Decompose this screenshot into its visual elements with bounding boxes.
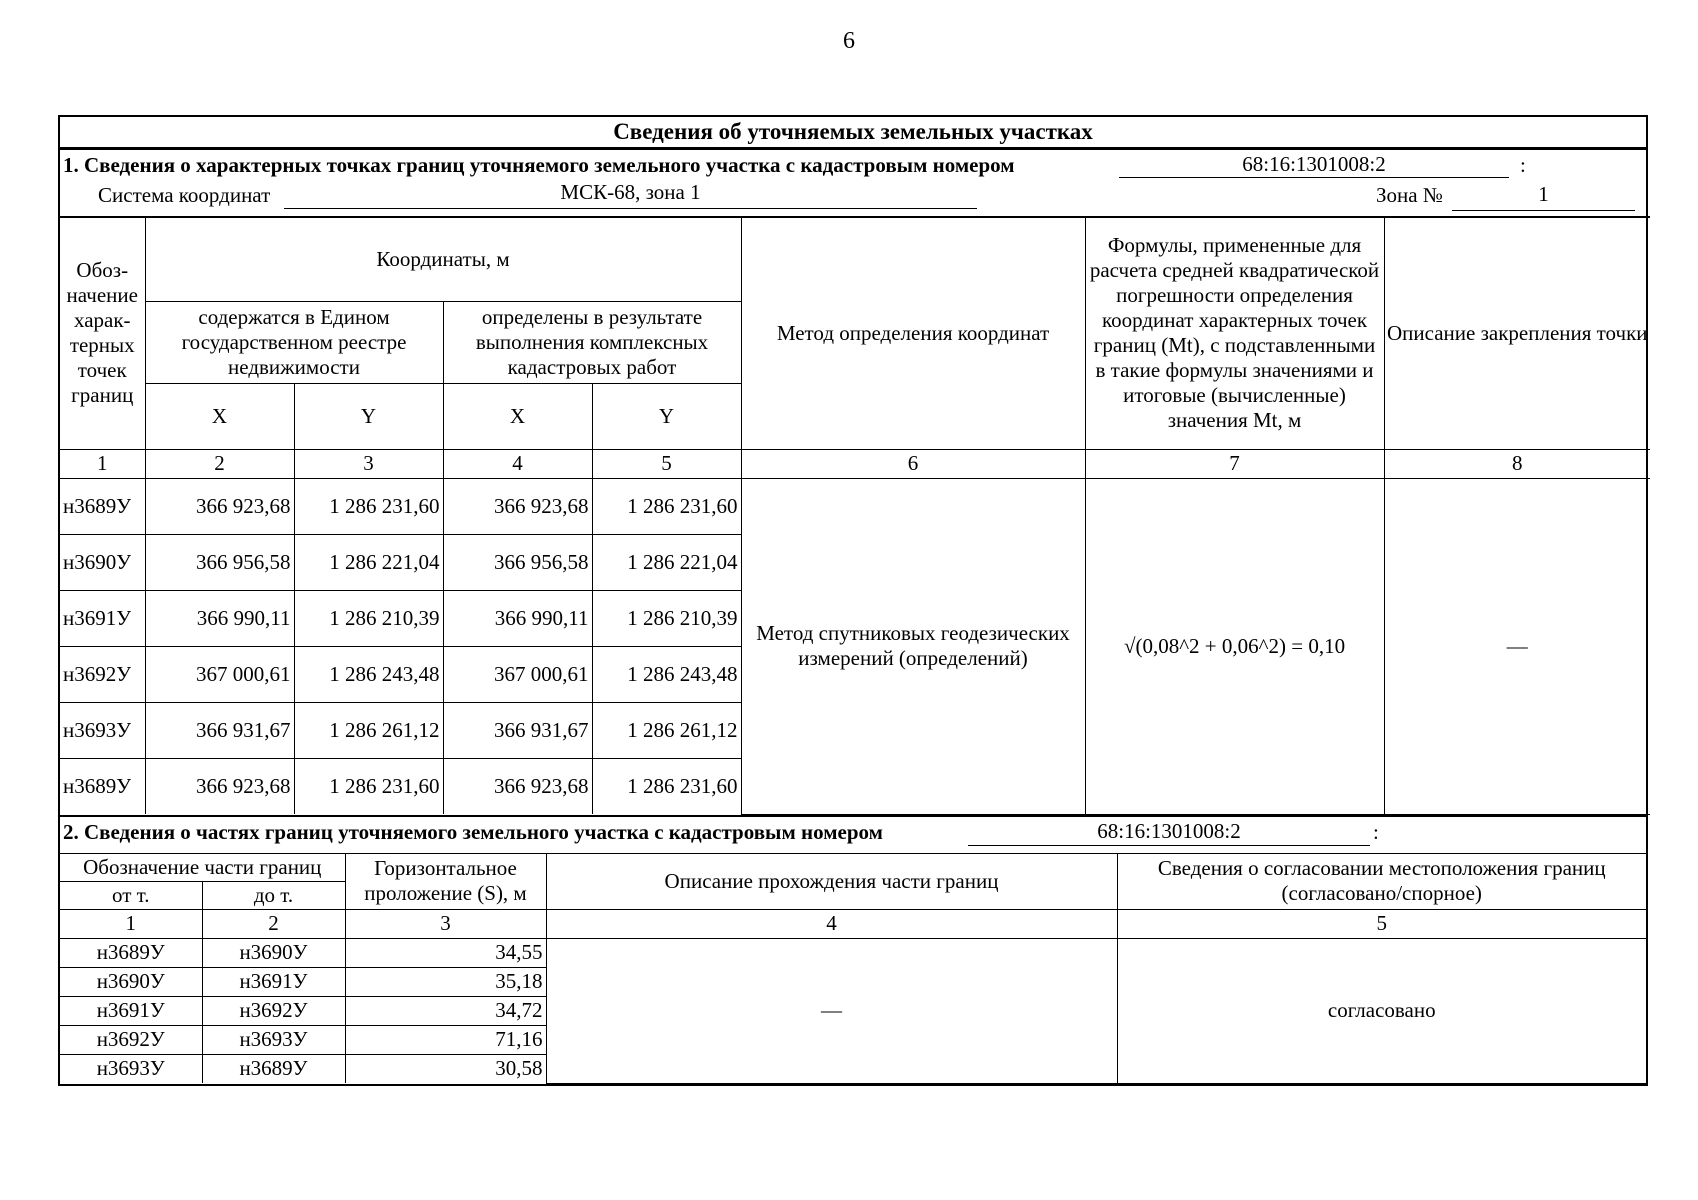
part-to: н3690У	[202, 938, 345, 967]
col-number: 5	[1117, 909, 1646, 938]
header-egrn: содержатся в Едином государственном реестре недвижимости	[145, 301, 443, 383]
x-egrn: 366 923,68	[145, 478, 294, 534]
section1-cadastral-number: 68:16:1301008:2	[1119, 152, 1509, 178]
x-complex: 366 931,67	[443, 702, 592, 758]
x-complex: 367 000,61	[443, 646, 592, 702]
points-table	[60, 216, 1650, 815]
col-number: 6	[741, 449, 1085, 478]
col-number: 2	[202, 909, 345, 938]
y-egrn: 1 286 231,60	[294, 478, 443, 534]
part-from: н3693У	[60, 1054, 202, 1083]
col-number: 3	[345, 909, 546, 938]
col-number: 8	[1384, 449, 1650, 478]
header-length: Горизонтальное проложение (S), м	[345, 853, 546, 909]
coord-system-label: Система координат	[98, 183, 271, 207]
header-method: Метод определения координат	[741, 217, 1085, 449]
header-y-complex: Y	[592, 383, 741, 449]
header-complex: определены в результате выполнения комплексных кадастровых работ	[443, 301, 741, 383]
x-egrn: 366 990,11	[145, 590, 294, 646]
y-complex: 1 286 261,12	[592, 702, 741, 758]
coord-system-value: МСК-68, зона 1	[284, 180, 977, 209]
part-from: н3690У	[60, 967, 202, 996]
col-number: 3	[294, 449, 443, 478]
zone-value: 1	[1452, 182, 1635, 211]
part-length: 71,16	[345, 1025, 546, 1054]
table-row	[60, 478, 1650, 534]
point-name: н3689У	[60, 758, 145, 814]
parts-table	[60, 853, 1646, 1084]
part-to: н3691У	[202, 967, 345, 996]
header-y-egrn: Y	[294, 383, 443, 449]
y-egrn: 1 286 261,12	[294, 702, 443, 758]
section1-heading: 1. Сведения о характерных точках границ уточняемого земельного участка с кадастровым номером	[63, 153, 1015, 177]
header-description: Описание закрепления точки	[1384, 217, 1650, 449]
part-length: 34,55	[345, 938, 546, 967]
col-number: 7	[1085, 449, 1384, 478]
y-complex: 1 286 231,60	[592, 478, 741, 534]
header-designation: Обоз-начение харак-терных точек границ	[60, 217, 145, 449]
part-from: н3691У	[60, 996, 202, 1025]
part-from: н3692У	[60, 1025, 202, 1054]
point-name: н3693У	[60, 702, 145, 758]
section2-cadastral-number: 68:16:1301008:2	[968, 819, 1370, 846]
y-complex: 1 286 231,60	[592, 758, 741, 814]
y-egrn: 1 286 221,04	[294, 534, 443, 590]
part-length: 35,18	[345, 967, 546, 996]
y-complex: 1 286 221,04	[592, 534, 741, 590]
table-row	[60, 938, 1646, 967]
col-number: 1	[60, 449, 145, 478]
section2-heading: 2. Сведения о частях границ уточняемого земельного участка с кадастровым номером	[63, 819, 883, 844]
section2-header	[60, 815, 1646, 853]
part-to: н3689У	[202, 1054, 345, 1083]
method-value: Метод спутниковых геодезических измерений (определений)	[741, 478, 1085, 814]
form-frame	[58, 115, 1648, 1086]
description-value: —	[1384, 478, 1650, 814]
point-name: н3689У	[60, 478, 145, 534]
y-complex: 1 286 243,48	[592, 646, 741, 702]
part-to: н3693У	[202, 1025, 345, 1054]
header-x-egrn: X	[145, 383, 294, 449]
x-egrn: 366 931,67	[145, 702, 294, 758]
section1-header	[60, 148, 1646, 216]
passage-value: —	[546, 938, 1117, 1083]
point-name: н3690У	[60, 534, 145, 590]
zone-label: Зона №	[1376, 183, 1443, 207]
section2-colon: :	[1373, 819, 1379, 844]
x-complex: 366 923,68	[443, 478, 592, 534]
part-length: 34,72	[345, 996, 546, 1025]
point-name: н3692У	[60, 646, 145, 702]
x-egrn: 366 923,68	[145, 758, 294, 814]
part-length: 30,58	[345, 1054, 546, 1083]
x-egrn: 367 000,61	[145, 646, 294, 702]
header-x-complex: X	[443, 383, 592, 449]
part-to: н3692У	[202, 996, 345, 1025]
x-complex: 366 990,11	[443, 590, 592, 646]
y-egrn: 1 286 231,60	[294, 758, 443, 814]
header-part-designation: Обозначение части границ	[60, 853, 345, 881]
col-number: 4	[546, 909, 1117, 938]
point-name: н3691У	[60, 590, 145, 646]
page-number: 6	[843, 28, 855, 54]
x-complex: 366 923,68	[443, 758, 592, 814]
form-title: Сведения об уточняемых земельных участках	[60, 117, 1646, 148]
col-number: 5	[592, 449, 741, 478]
agreement-value: согласовано	[1117, 938, 1646, 1083]
y-complex: 1 286 210,39	[592, 590, 741, 646]
header-coordinates: Координаты, м	[145, 217, 741, 301]
section1-colon: :	[1520, 153, 1526, 177]
header-from: от т.	[60, 881, 202, 909]
col-number: 1	[60, 909, 202, 938]
x-complex: 366 956,58	[443, 534, 592, 590]
col-number: 4	[443, 449, 592, 478]
header-agreement: Сведения о согласовании местоположения границ (согласовано/спорное)	[1117, 853, 1646, 909]
col-number: 2	[145, 449, 294, 478]
y-egrn: 1 286 210,39	[294, 590, 443, 646]
x-egrn: 366 956,58	[145, 534, 294, 590]
part-from: н3689У	[60, 938, 202, 967]
header-formulas: Формулы, примененные для расчета средней квадратической погрешности определения координат характерных точек границ (Mt), с подставленными в такие формулы значениями и итоговые (вычисленные) значения Mt, м	[1085, 217, 1384, 449]
y-egrn: 1 286 243,48	[294, 646, 443, 702]
header-passage: Описание прохождения части границ	[546, 853, 1117, 909]
header-to: до т.	[202, 881, 345, 909]
formula-value: √(0,08^2 + 0,06^2) = 0,10	[1085, 478, 1384, 814]
